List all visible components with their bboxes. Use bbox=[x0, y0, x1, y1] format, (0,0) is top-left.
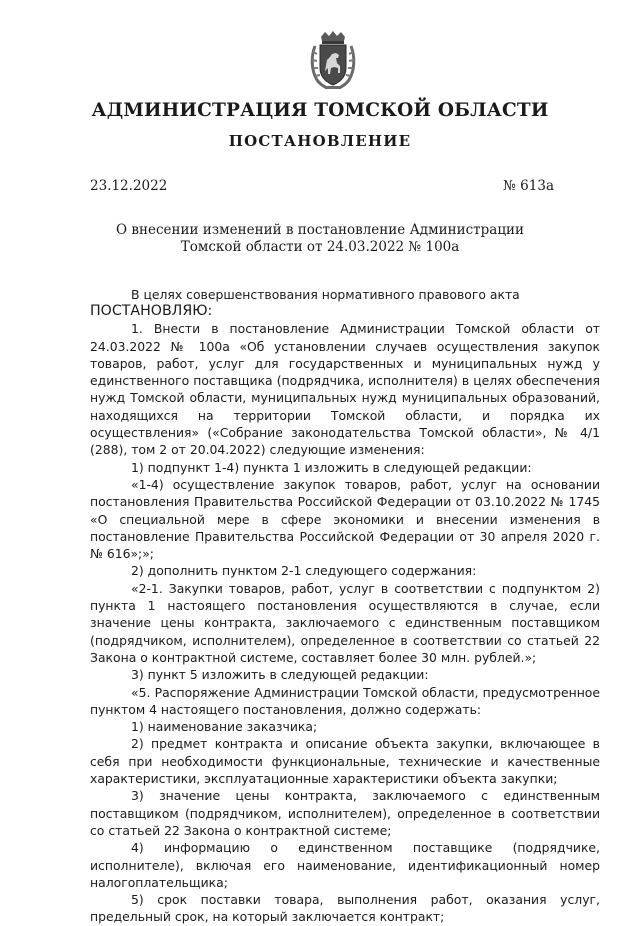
document-type: ПОСТАНОВЛЕНИЕ bbox=[228, 132, 412, 150]
body-paragraph: 3) пункт 5 изложить в следующей редакции: bbox=[131, 667, 429, 683]
subject-line: Томской области от 24.03.2022 № 100а bbox=[180, 239, 460, 255]
body-paragraph: 4) информацию о единственном поставщике (подрядчике, исполнителе), включая его наименование, идентификационный номер налогоплательщика; bbox=[90, 840, 600, 890]
resolve-heading: ПОСТАНОВЛЯЮ: bbox=[90, 303, 213, 320]
body-paragraph: 3) значение цены контракта, заключаемого с единственным поставщиком (подрядчиком, исполнителем), определенное в соответствии со статьей 22 Закона о контрактной системе; bbox=[90, 788, 600, 838]
body-paragraph: «1-4) осуществление закупок товаров, работ, услуг на основании постановления Правительства Российской Федерации от 03.10.2022 № 1745 «О специальной мере в сфере экономики и внесении изменения в постановление Правительства Российской Федерации от 30 апреля 2020 г. № 616»;»; bbox=[90, 476, 600, 562]
body-paragraph: 1) наименование заказчика; bbox=[131, 719, 318, 735]
tomsk-coat-of-arms-icon bbox=[309, 30, 357, 92]
body-paragraph: 1. Внести в постановление Администрации Томской области от 24.03.2022 № 100а «Об установлении случаев осуществления закупок товаров, работ, услуг для государственных и муниципальных нужд у единственного поставщика (подрядчика, исполнителя) в целях обеспечения нужд Томской области, муниципальных нужд муниципальных образований, находящихся на территории Томской области, и порядка их осуществления» («Собрание законодательства Томской области», № 4/1 (288), том 2 от 20.04.2022) следующие изменения: bbox=[90, 321, 600, 458]
body-paragraph: «2-1. Закупки товаров, работ, услуг в соответствии с подпунктом 2) пункта 1 настоящего постановления осуществляются в случае, если значение цены контракта, заключаемого с единственным поставщиком (подрядчиком, исполнителем), определенное в соответствии со статьей 22 Закона о контрактной системе, составляет более 30 млн. рублей.»; bbox=[90, 580, 600, 665]
body-paragraph: 5) срок поставки товара, выполнения работ, оказания услуг, предельный срок, на который заключается контракт; bbox=[90, 892, 600, 925]
document-subject bbox=[0, 222, 640, 256]
body-paragraph: «5. Распоряжение Администрации Томской области, предусмотренное пунктом 4 настоящего постановления, должно содержать: bbox=[90, 684, 600, 717]
organization-title: АДМИНИСТРАЦИЯ ТОМСКОЙ ОБЛАСТИ bbox=[91, 100, 549, 121]
document-number: № 613а bbox=[503, 178, 554, 194]
document-body bbox=[90, 286, 600, 926]
intro-paragraph: В целях совершенствования нормативного правового акта bbox=[131, 287, 520, 302]
subject-line: О внесении изменений в постановление Администрации bbox=[116, 222, 524, 238]
body-paragraph: 2) дополнить пунктом 2-1 следующего содержания: bbox=[131, 563, 477, 579]
document-date: 23.12.2022 bbox=[90, 178, 168, 194]
body-paragraph: 2) предмет контракта и описание объекта закупки, включающее в себя при необходимости функциональные, технические и качественные характеристики, эксплуатационные характеристики объекта закупки; bbox=[90, 736, 600, 787]
body-paragraph: 1) подпункт 1-4) пункта 1 изложить в следующей редакции: bbox=[131, 459, 532, 475]
